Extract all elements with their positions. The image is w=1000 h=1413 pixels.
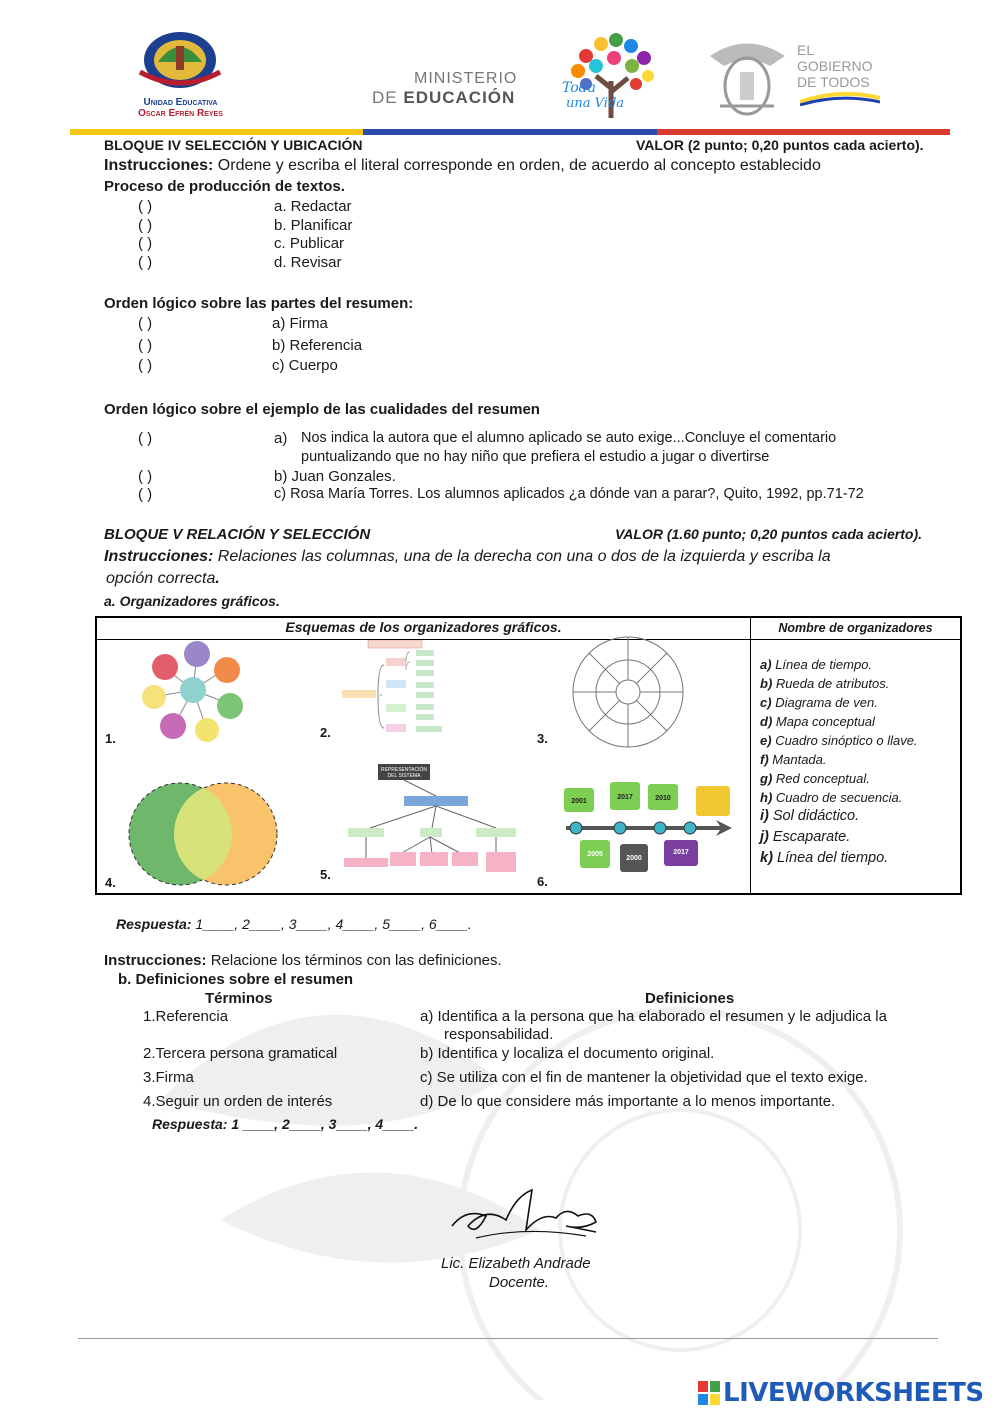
term-item: 4.Seguir un orden de interés <box>143 1093 333 1110</box>
answer-blank[interactable]: ( ) <box>138 217 153 234</box>
organizer-name: Cuadro sinóptico o llave. <box>775 733 918 748</box>
definition-item: a) Identifica a la persona que ha elaborado el resumen y le adjudica la <box>420 1008 887 1025</box>
instr-text-cont: opción correcta <box>106 570 216 587</box>
bloque4-valor: VALOR (2 punto; 0,20 puntos cada acierto). <box>636 137 924 153</box>
organizer-key: j) <box>760 829 769 845</box>
option-item: b. Planificar <box>274 217 353 234</box>
timeline-year: 2017 <box>617 794 633 801</box>
coat-of-arms-icon <box>700 36 795 122</box>
answer-blank[interactable]: ( ) <box>138 357 153 374</box>
organizer-key: e) <box>760 733 772 748</box>
term-item: 1.Referencia <box>143 1008 229 1025</box>
gov-line3: DE TODOS <box>797 74 870 90</box>
organizer-name-item <box>760 657 872 672</box>
diagram5-title-2: DEL SISTEMA <box>387 773 421 779</box>
scheme-6-timeline <box>560 770 740 885</box>
option-item: a) Firma <box>272 315 328 332</box>
organizer-name-item <box>760 808 859 824</box>
answer-blank[interactable]: ( ) <box>138 254 153 271</box>
section3-title: Orden lógico sobre el ejemplo de las cualidades del resumen <box>104 401 540 418</box>
scheme-2-synoptic-table <box>340 640 455 740</box>
answer-blank[interactable]: ( ) <box>138 468 153 485</box>
ministry-de: DE <box>372 88 398 107</box>
ministry-logo <box>372 70 522 108</box>
instr-label: Instrucciones: <box>104 157 214 174</box>
timeline-year: 2005 <box>587 851 603 858</box>
instr-text: Relacione los términos con las definiciones. <box>206 952 502 969</box>
organizer-name: Línea del tiempo. <box>776 850 889 866</box>
answer-blank[interactable]: ( ) <box>138 198 153 215</box>
footer-divider <box>78 1338 938 1339</box>
organizer-name: Cuadro de secuencia. <box>775 790 903 805</box>
timeline-year: 2000 <box>626 855 642 862</box>
organizer-name: Mantada. <box>772 752 827 767</box>
scheme-number: 5. <box>320 867 331 882</box>
organizer-key: a) <box>760 657 772 672</box>
liveworksheets-icon <box>698 1381 720 1405</box>
organizer-name: Red conceptual. <box>775 771 870 786</box>
option-item: b) Juan Gonzales. <box>274 468 396 485</box>
instr-text: Ordene y escriba el literal corresponde en orden, de acuerdo al concepto establecido <box>213 157 821 174</box>
definition-item-cont: responsabilidad. <box>444 1026 554 1043</box>
col-defs-header: Definiciones <box>645 990 735 1007</box>
organizer-name-item <box>760 771 870 786</box>
definition-item: b) Identifica y localiza el documento original. <box>420 1045 715 1062</box>
timeline-year: 2001 <box>571 798 587 805</box>
toda-una-vida-logo <box>556 26 666 121</box>
organizer-key: c) <box>760 695 772 710</box>
bloque5-valor: VALOR (1.60 punto; 0,20 puntos cada acierto). <box>615 526 923 542</box>
header-right-text: Nombre de organizadores <box>778 621 933 636</box>
option-item: c) Rosa María Torres. Los alumnos aplicados ¿a dónde van a parar?, Quito, 1992, pp.71-72 <box>274 486 864 502</box>
gov-line1: EL <box>797 42 815 58</box>
timeline-year: 2010 <box>655 795 671 802</box>
table-header-right <box>751 617 962 639</box>
respuesta-b[interactable]: Respuesta: 1 ____, 2____, 3____, 4____. <box>152 1116 419 1132</box>
organizer-name-item <box>760 676 889 691</box>
scheme-number: 3. <box>537 731 548 746</box>
toda-line2: una Vida <box>566 96 625 111</box>
organizer-key: d) <box>760 714 773 729</box>
bloque5-title: BLOQUE V RELACIÓN Y SELECCIÓN <box>104 526 371 543</box>
liveworksheets-logo <box>698 1378 984 1408</box>
bloque5-instructions-cont: opción correcta. <box>106 570 220 587</box>
answer-blank[interactable]: ( ) <box>138 430 153 447</box>
scheme-1-sun-diagram <box>135 640 245 745</box>
option-letter: a) <box>274 430 288 447</box>
organizer-name: Escaparate. <box>772 829 851 845</box>
option-item-cont: puntualizando que no hay niño que prefiera el estudio a jugar o divertirse <box>301 449 770 465</box>
government-logo <box>700 36 890 122</box>
term-item: 2.Tercera persona gramatical <box>143 1045 338 1062</box>
organizer-name-item <box>760 829 850 845</box>
instr-text: Relaciones las columnas, una de la derecha con una o dos de la izquierda y escriba la <box>213 548 831 565</box>
scheme-number: 4. <box>105 875 116 890</box>
header-left-text: Esquemas de los organizadores gráficos. <box>285 619 562 636</box>
option-item: b) Referencia <box>272 337 363 354</box>
flag-color-bar <box>70 129 950 135</box>
answer-blank[interactable]: ( ) <box>138 486 153 503</box>
section2-title: Orden lógico sobre las partes del resumen: <box>104 295 414 312</box>
option-item: c. Publicar <box>274 235 345 252</box>
respuesta-blanks[interactable]: 1____, 2____, 3____, 4____, 5____, 6____. <box>191 916 472 932</box>
scheme-3-attribute-wheel <box>570 636 686 752</box>
respuesta-label: Respuesta: <box>116 916 192 932</box>
organizer-name-item <box>760 790 902 805</box>
scheme-5-concept-map <box>340 762 520 874</box>
scheme-number: 2. <box>320 725 331 740</box>
sub-b-title: b. Definiciones sobre el resumen <box>118 971 354 988</box>
liveworksheets-brand[interactable]: LIVEWORKSHEETS <box>723 1378 984 1408</box>
organizer-key: g) <box>760 771 773 786</box>
organizer-key: k) <box>760 850 773 866</box>
bloque5-instructions <box>104 548 831 566</box>
ministry-educacion: EDUCACIÓN <box>403 88 516 107</box>
col-terms-header: Términos <box>205 990 273 1007</box>
timeline-year: 2017 <box>673 849 689 856</box>
definition-item: c) Se utiliza con el fin de mantener la objetividad que el texto exige. <box>420 1069 868 1086</box>
scheme-4-venn-diagram <box>125 780 280 888</box>
organizer-key: b) <box>760 676 773 691</box>
signer-name: Lic. Elizabeth Andrade <box>441 1255 591 1272</box>
organizer-name: Mapa conceptual <box>775 714 875 729</box>
flag-stripe-icon <box>800 92 880 106</box>
respuesta-a <box>116 916 472 932</box>
instr-label: Instrucciones: <box>104 952 207 969</box>
bloque4-title: BLOQUE IV SELECCIÓN Y UBICACIÓN <box>104 137 363 153</box>
option-item: d. Revisar <box>274 254 342 271</box>
answer-blank[interactable]: ( ) <box>138 315 153 332</box>
scheme-number: 6. <box>537 874 548 889</box>
option-item: a. Redactar <box>274 198 352 215</box>
organizer-key: i) <box>760 808 769 824</box>
bloque4-instructions <box>104 157 821 175</box>
part-b-instructions <box>104 952 502 969</box>
answer-blank[interactable]: ( ) <box>138 235 153 252</box>
scheme-number: 1. <box>105 731 116 746</box>
section1-title: Proceso de producción de textos. <box>104 178 345 195</box>
answer-blank[interactable]: ( ) <box>138 337 153 354</box>
toda-line1: Toda <box>562 80 596 96</box>
organizer-name: Línea de tiempo. <box>775 657 873 672</box>
definition-item: d) De lo que considere más importante a lo menos importante. <box>420 1093 836 1110</box>
organizer-name-item <box>760 714 875 729</box>
ministry-line1: MINISTERIO <box>414 70 518 87</box>
signer-role: Docente. <box>489 1274 550 1291</box>
school-name-line2: Oscar Efrén Reyes <box>138 108 223 119</box>
school-name-line1: Unidad Educativa <box>143 97 218 108</box>
instr-label: Instrucciones: <box>104 548 214 565</box>
gov-line2: GOBIERNO <box>797 58 873 74</box>
term-item: 3.Firma <box>143 1069 194 1086</box>
organizer-name: Rueda de atributos. <box>775 676 890 691</box>
school-emblem-icon <box>128 22 233 92</box>
organizer-name-item <box>760 733 918 748</box>
organizer-name: Sol didáctico. <box>772 808 860 824</box>
organizer-key: f) <box>760 752 769 767</box>
organizer-key: h) <box>760 790 773 805</box>
organizer-name-item <box>760 752 827 767</box>
sub-a-title: a. Organizadores gráficos. <box>104 593 280 609</box>
school-logo <box>128 22 233 118</box>
diagram5-title-1: REPRESENTACIÓN <box>380 767 428 773</box>
organizer-name-item <box>760 695 878 710</box>
organizer-name-item <box>760 850 888 866</box>
option-item: c) Cuerpo <box>272 357 338 374</box>
option-item: Nos indica la autora que el alumno aplicado se auto exige...Concluye el comentario <box>301 430 837 446</box>
organizer-name: Diagrama de ven. <box>775 695 878 710</box>
handwritten-signature <box>446 1186 606 1248</box>
